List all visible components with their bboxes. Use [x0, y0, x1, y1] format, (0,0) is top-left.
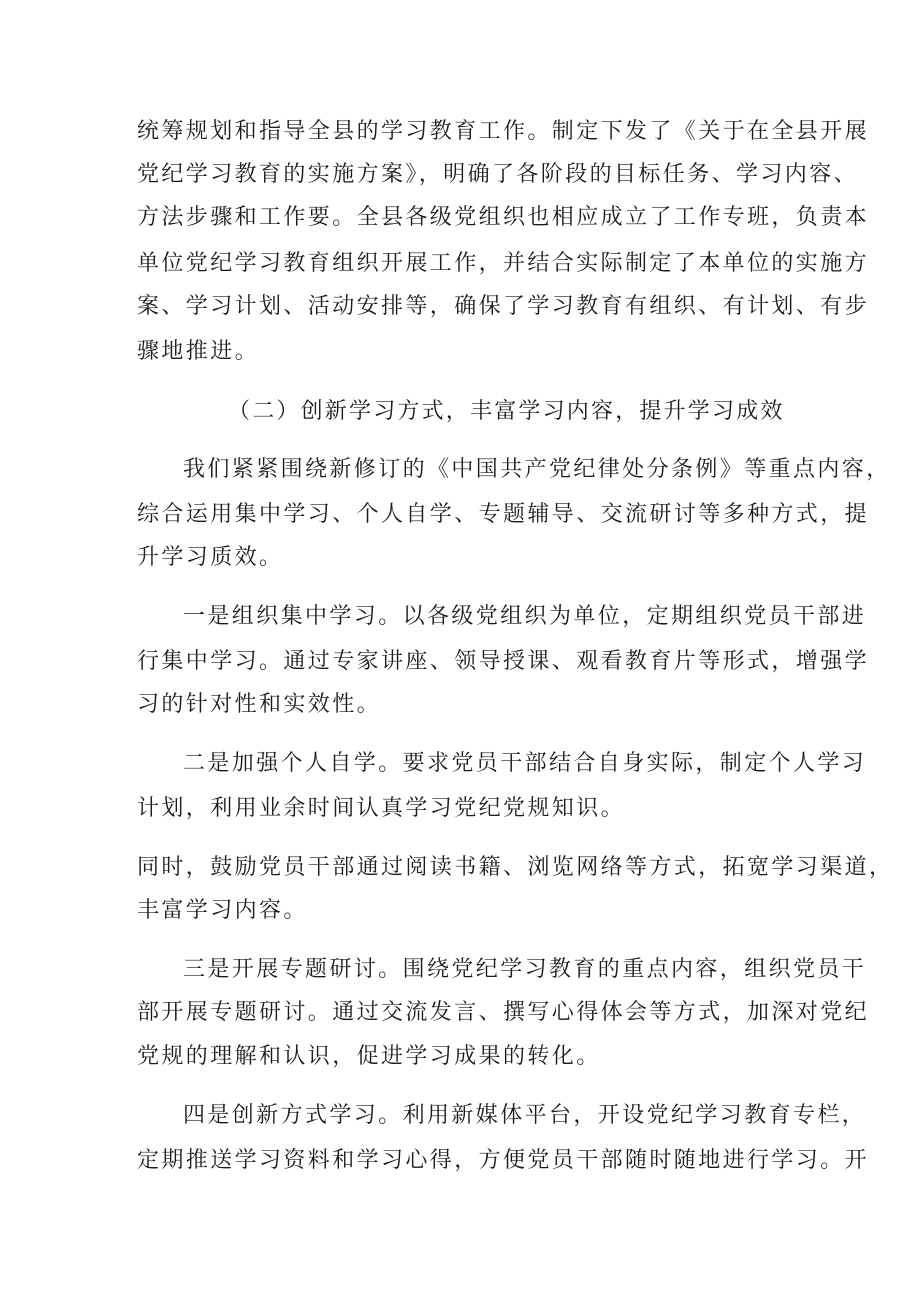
- text-line: 党纪学习教育的实施方案》，明确了各阶段的目标任务、学习内容、: [137, 162, 859, 187]
- text-line: 习的针对性和实效性。: [137, 692, 382, 717]
- text-line: 综合运用集中学习、个人自学、专题辅导、交流研讨等多种方式，提: [137, 502, 870, 527]
- paragraph-first-line: 三是开展专题研讨。围绕党纪学习教育的重点内容，组织党员干: [183, 957, 867, 982]
- paragraph-first-line: 四是创新方式学习。利用新媒体平台，开设党纪学习教育专栏，: [183, 1103, 867, 1128]
- text-line: 定期推送学习资料和学习心得，方便党员干部随时随地进行学习。开: [137, 1148, 870, 1173]
- text-line: 丰富学习内容。: [137, 898, 308, 923]
- paragraph-first-line: 一是组织集中学习。以各级党组织为单位，定期组织党员干部进: [183, 604, 867, 629]
- text-line: 案、学习计划、活动安排等，确保了学习教育有组织、有计划、有步: [137, 294, 870, 319]
- text-line: 党规的理解和认识，促进学习成果的转化。: [137, 1044, 601, 1069]
- text-line: 方法步骤和工作要。全县各级党组织也相应成立了工作专班，负责本: [137, 205, 870, 230]
- paragraph-first-line: 二是加强个人自学。要求党员干部结合自身实际，制定个人学习: [183, 751, 867, 776]
- paragraph-first-line: 同时，鼓励党员干部通过阅读书籍、浏览网络等方式，拓宽学习渠道，: [137, 855, 894, 880]
- section-heading: （二）创新学习方式，丰富学习内容，提升学习成效: [228, 399, 785, 424]
- paragraph-first-line: 我们紧紧围绕新修订的《中国共产党纪律处分条例》等重点内容，: [183, 457, 891, 482]
- text-line: 部开展专题研讨。通过交流发言、撰写心得体会等方式，加深对党纪: [137, 1000, 870, 1025]
- text-line: 行集中学习。通过专家讲座、领导授课、观看教育片等形式，增强学: [137, 649, 870, 674]
- text-line: 升学习质效。: [137, 545, 284, 570]
- text-line: 单位党纪学习教育组织开展工作，并结合实际制定了本单位的实施方: [137, 251, 870, 276]
- text-line: 计划，利用业余时间认真学习党纪党规知识。: [137, 796, 626, 821]
- text-line: 统筹规划和指导全县的学习教育工作。制定下发了《关于在全县开展: [137, 119, 870, 144]
- text-line: 骤地推进。: [137, 339, 260, 364]
